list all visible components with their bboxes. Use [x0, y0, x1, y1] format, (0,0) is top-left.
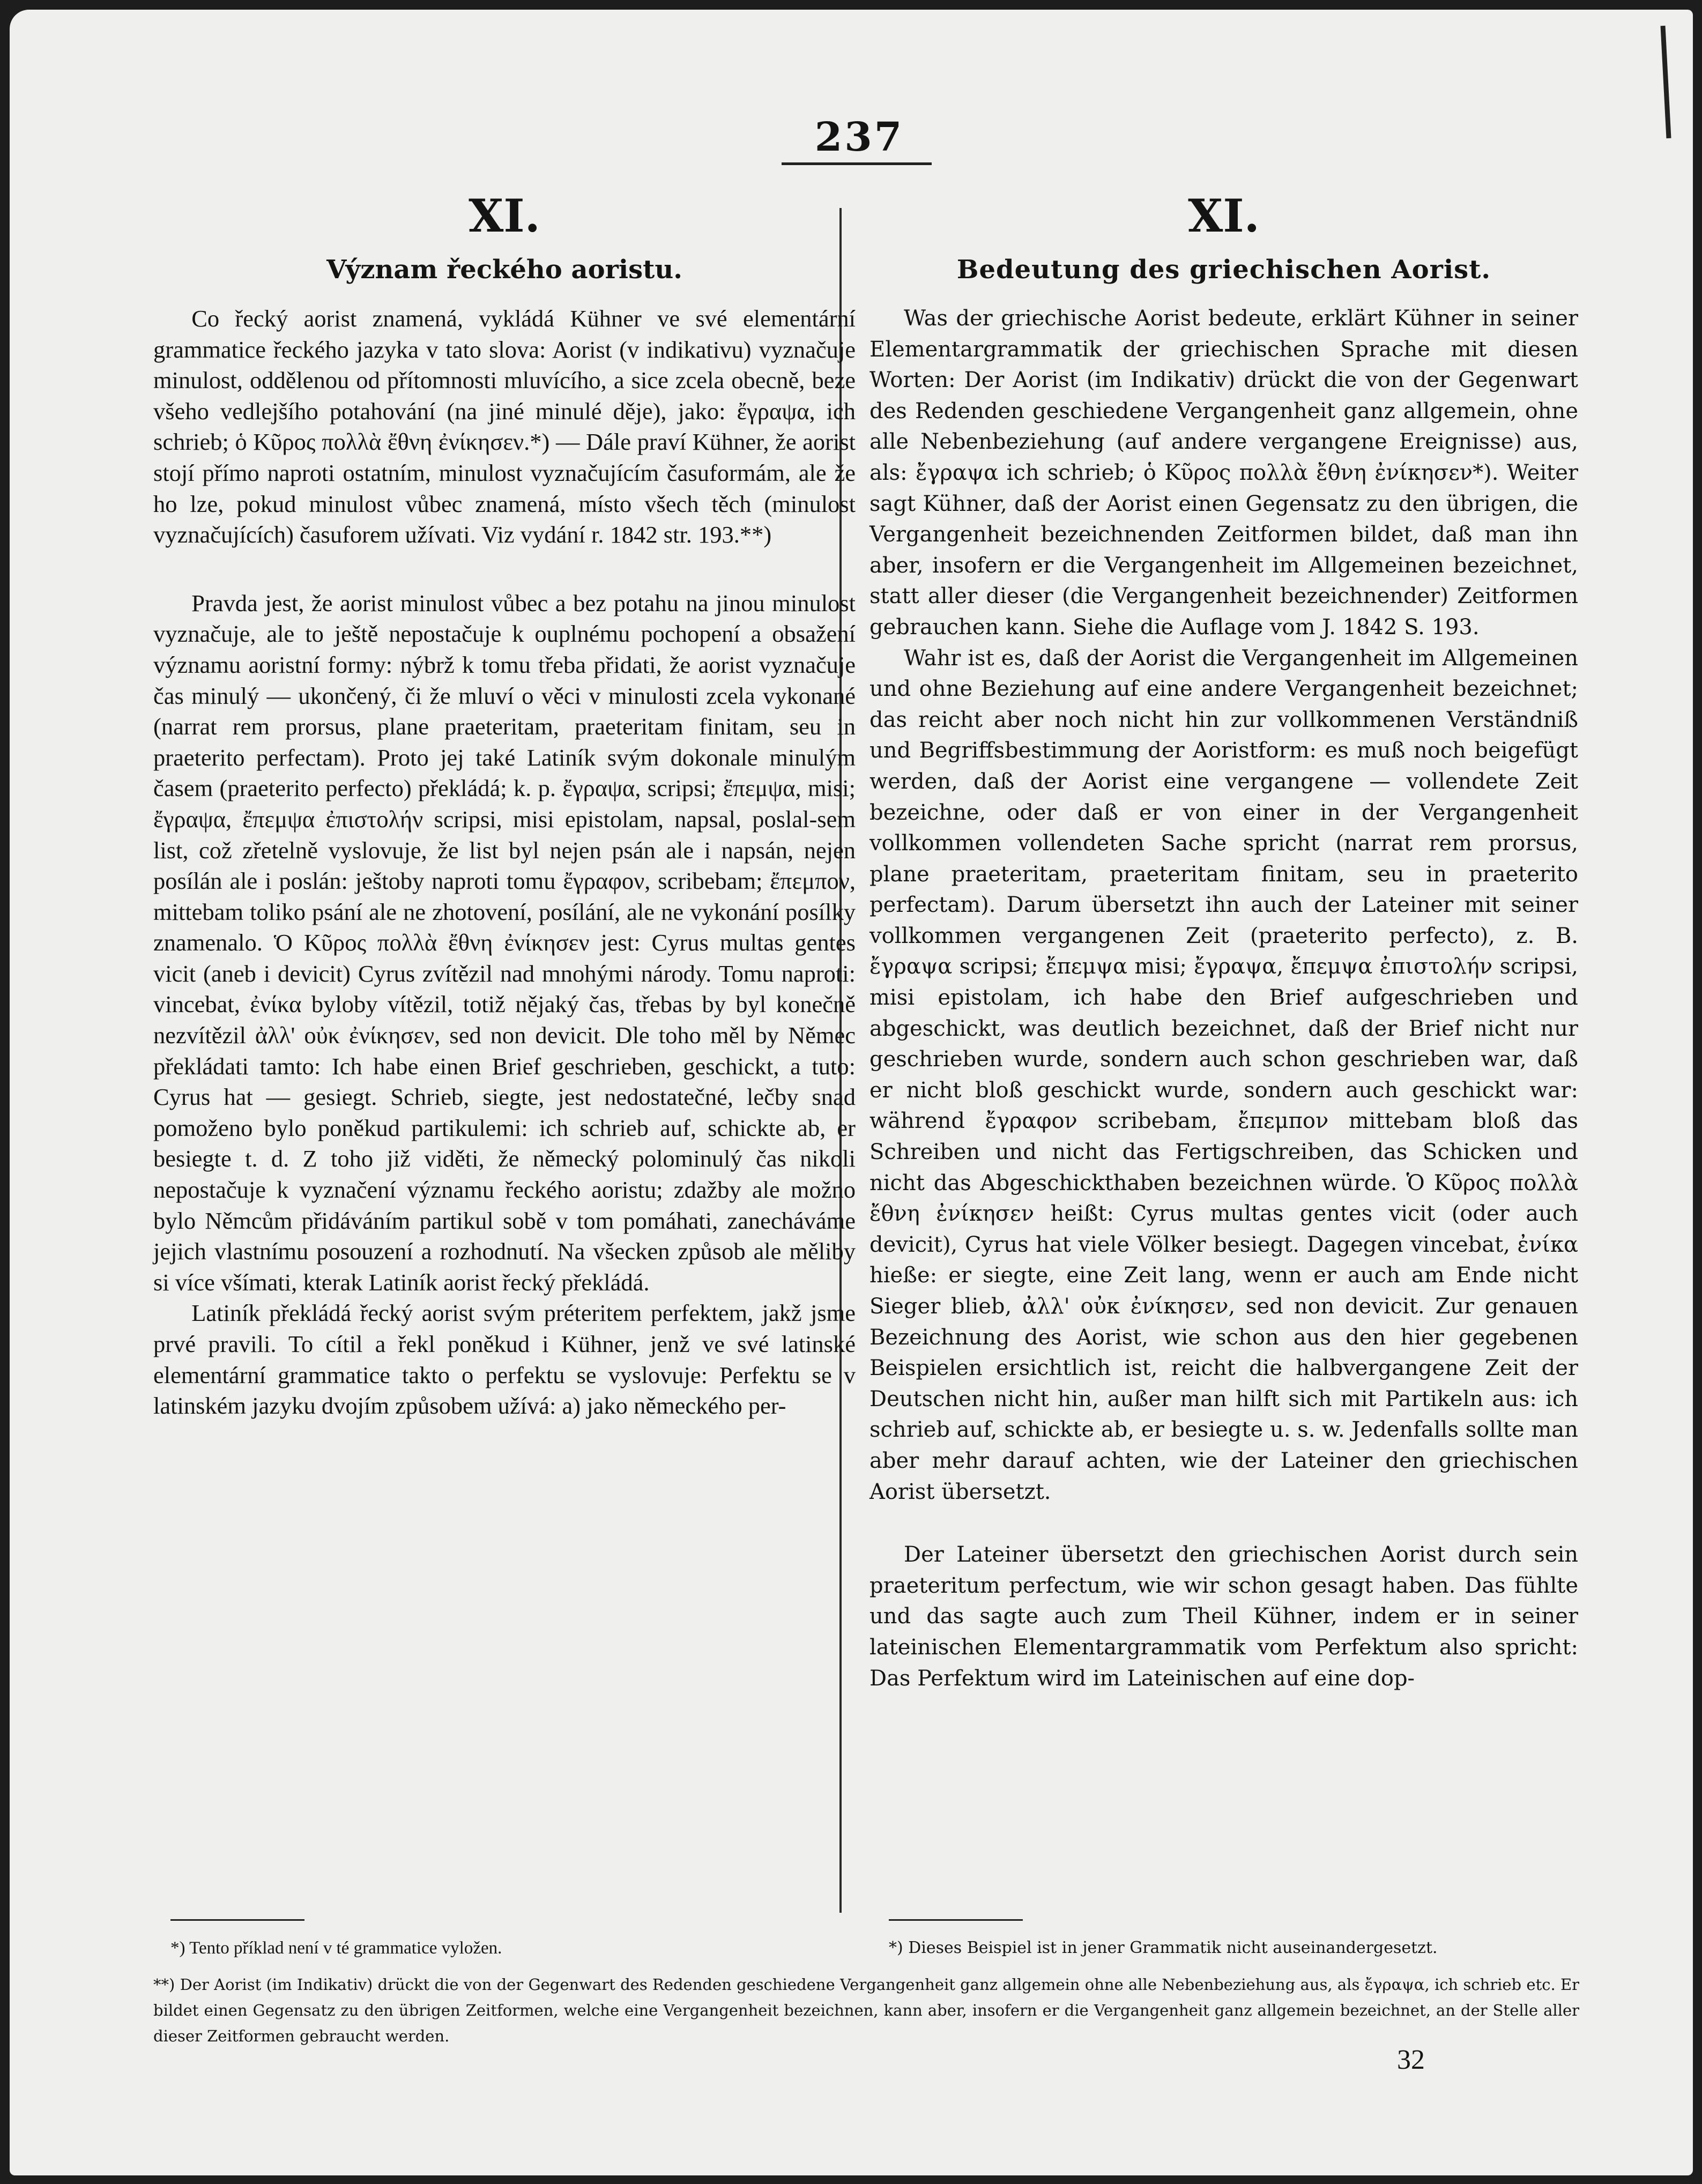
czech-column: [153, 187, 856, 1422]
paragraph: Pravda jest, že aorist minulost vůbec a bez potahu na jinou minulost vyznačuje, ale to ještě nepostačuje k ouplnému pochopení a obsažení významu aoristní formy: nýbrž k tomu třeba přidati, že aorist vyznačuje čas minulý — ukončený, či že mluví o věci v minulosti zcela vykonané (narrat rem prorsus, plane praeteritam, praeteritam finitam, seu in praeterito perfectam). Proto jej také Latiník svým dokonale minulým časem (praeterito perfecto) překládá; k. p. ἔγραψα, scripsi; ἔπεμψα, misi; ἔγραψα, ἔπεμψα ἐπιστολήν scripsi, misi epistolam, napsal, poslal-sem list, což zřetelně vyslovuje, že list byl nejen psán ale i napsán, nejen posílán ale i poslán: ještoby naproti tomu ἔγραφον, scribebam; ἔπεμπον, mittebam toliko psání ale ne zhotovení, posílání, ale ne vykonání posílky znamenalo. Ὁ Κῦρος πολλὰ ἔθνη ἐνίκησεν jest: Cyrus multas gentes vicit (aneb i devicit) Cyrus zvítězil nad mnohými národy. Tomu naproti: vincebat, ἐνίκα byloby vítězil, totiž nějaký čas, třebas by byl konečně nezvítězil ἀλλ' οὐκ ἐνίκησεν, sed non devicit. Dle toho měl by Němec překládati tamto: Ich habe einen Brief geschrieben, geschickt, a tuto: Cyrus hat — gesiegt. Schrieb, siegte, jest nedostatečné, lečby snad pomoženo bylo poněkud partikulemi: ich schrieb auf, schickte ab, er besiegte t. d. Z toho již viděti, že německý polominulý čas nikoli nepostačuje k vyznačení významu řeckého aoristu; zdažby ale možno bylo Němcům přidáváním partikul sobě v tom pomáhati, zanecháváme jejich vlastnímu posouzení a rozhodnutí. Na všecken způsob ale měliby si více všímati, kterak Latiník aorist řecký překládá.: [153, 589, 856, 1296]
footnote-rule: [170, 1919, 304, 1921]
book-page: [10, 10, 1693, 2175]
edge-mark: [1661, 26, 1671, 138]
paragraph: Der Lateiner übersetzt den griechischen Aorist durch sein praeteritum perfectum, wie wir schon gesagt haben. Das fühlte und das sagte auch zum Theil Kühner, indem er in seiner lateinischen Elementargrammatik vom Perfektum also spricht: Das Perfektum wird im Lateinischen auf eine dop-: [869, 1542, 1578, 1691]
footnote: *) Tento příklad není v té grammatice vyložen.: [170, 1938, 502, 1958]
paragraph: Was der griechische Aorist bedeute, erklärt Kühner in seiner Elementargrammatik der griechischen Sprache mit diesen Worten: Der Aorist (im Indikativ) drückt die von der Gegenwart des Redenden geschiedene Vergangenheit ganz allgemein, ohne alle Nebenbeziehung (auf andere vergangene Ereignisse) aus, als: ἔγραψα ich schrieb; ὁ Κῦρος πολλὰ ἔθνη ἐνίκησεν*). Weiter sagt Kühner, daß der Aorist einen Gegensatz zu den übrigen, die Vergangenheit bezeichnenden Zeitformen bildet, daß man ihn aber, insofern er die Vergangenheit im Allgemeinen bezeichnet, statt aller dieser (die Vergangenheit bezeichnender) Zeitformen gebrauchen kann. Siehe die Auflage vom J. 1842 S. 193.: [869, 306, 1578, 640]
paragraph: Co řecký aorist znamená, vykládá Kühner ve své elementární grammatice řeckého jazyka v tato slova: Aorist (v indikativu) vyznačuje minulost, oddělenou od přítomnosti mluvícího, a sice zcela obecně, beze všeho vedlejšího potahování (na jiné minulé děje), jako: ἔγραψα, ich schrieb; ὁ Κῦρος πολλὰ ἔθνη ἐνίκησεν.*) — Dále praví Kühner, že aorist stojí přímo naproti ostatním, minulost vyznačujícím časuformám, ale že ho lze, pokud minulost vůbec znamená, místo všech těch (minulost vyznačujících) časuforem užívati. Viz vydání r. 1842 str. 193.**): [153, 305, 856, 548]
footnote: **) Der Aorist (im Indikativ) drückt die von der Gegenwart des Redenden geschiedene Vergangenheit ganz allgemein ohne alle Nebenbeziehung aus, als ἔγραψα, ich schrieb etc. Er bildet einen Gegensatz zu den übrigen Zeitformen, welche eine Vergangenheit bezeichnen, kann aber, insofern er die Vergangenheit ganz allgemein bezeichnet, an der Stelle aller dieser Zeitformen gebraucht werden.: [153, 1975, 1579, 2045]
chapter-numeral: XI.: [1188, 189, 1260, 242]
german-column: [869, 187, 1578, 1694]
paragraph: Wahr ist es, daß der Aorist die Vergangenheit im Allgemeinen und ohne Beziehung auf eine andere Vergangenheit bezeichnet; das reicht aber noch nicht hin zur vollkommenen Verständniß und Begriffsbestimmung der Aoristform: es muß noch beigefügt werden, daß der Aorist eine vergangene — vollendete Zeit bezeichne, oder daß er von einer in der Vergangenheit vollkommen vollendeten Sache spricht (narrat rem prorsus, plane praeteritam, praeteritam finitam, seu in praeterito perfectam). Darum übersetzt ihn auch der Lateiner mit seiner vollkommen vergangenen Zeit (praeterito perfecto), z. B. ἔγραψα scripsi; ἔπεμψα misi; ἔγραψα, ἔπεμψα ἐπιστολήν scripsi, misi epistolam, ich habe den Brief aufgeschrieben und abgeschickt, was deutlich bezeichnet, daß der Brief nicht nur geschrieben wurde, sondern auch schon geschrieben war, daß er nicht bloß geschickt wurde, sondern auch geschickt war: während ἔγραφον scribebam, ἔπεμπον mittebam bloß das Schreiben und nicht das Fertigschreiben, das Schicken und nicht das Abgeschickthaben bezeichnen würde. Ὁ Κῦρος πολλὰ ἔθνη ἐνίκησεν heißt: Cyrus multas gentes vicit (oder auch devicit), Cyrus hat viele Völker besiegt. Dagegen vincebat, ἐνίκα hieße: er siegte, eine Zeit lang, wenn er auch am Ende nicht Sieger blieb, ἀλλ' οὐκ ἐνίκησεν, sed non devicit. Zur genauen Bezeichnung des Aorist, wie schon aus den hier gegebenen Beispielen ersichtlich ist, reicht die halbvergangene Zeit der Deutschen nicht hin, außer man hilft sich mit Partikeln aus: ich schrieb auf, schickte ab, er besiegte u. s. w. Jedenfalls sollte man aber mehr darauf achten, wie der Lateiner den griechischen Aorist übersetzt.: [869, 645, 1578, 1504]
page-number: 237: [814, 114, 904, 160]
footnote: *) Dieses Beispiel ist in jener Grammatik nicht auseinandergesetzt.: [889, 1938, 1438, 1957]
signature-mark: 32: [1397, 2045, 1425, 2075]
footnote-rule: [889, 1919, 1023, 1921]
chapter-numeral: XI.: [469, 189, 540, 242]
paragraph: Latiník překládá řecký aorist svým préteritem perfektem, jakž jsme prvé pravili. To cítil a řekl poněkud i Kühner, jenž ve své latinské elementární grammatice takto o perfektu se vyslovuje: Perfektu se v latinském jazyku dvojím způsobem užívá: a) jako německého per-: [153, 1299, 856, 1420]
chapter-title: Bedeutung des griechischen Aorist.: [956, 255, 1491, 285]
chapter-title: Význam řeckého aoristu.: [326, 255, 682, 285]
page-number-rule: [782, 162, 932, 165]
